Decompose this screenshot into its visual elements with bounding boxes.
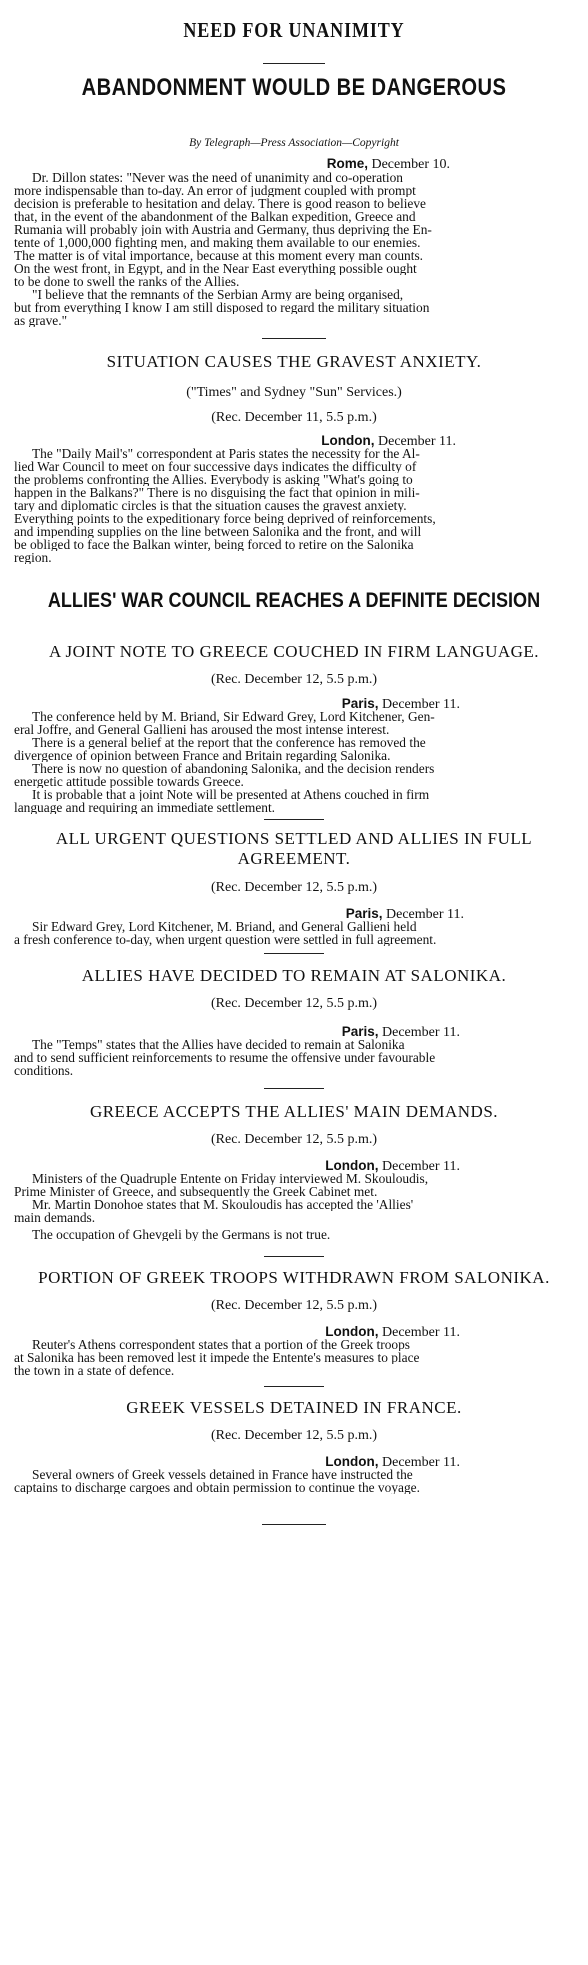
text-line: as grave." [14, 314, 68, 327]
text-line: The conference held by M. Briand, Sir Edward Grey, Lord Kitchener, Gen- [32, 710, 435, 723]
text-line: tente of 1,000,000 fighting men, and making them available to our enemies. [14, 236, 421, 249]
divider [262, 1524, 326, 1525]
dateline-place: Rome, [326, 156, 368, 171]
section-heading: ALLIES' WAR COUNCIL REACHES A DEFINITE DECISION [47, 588, 541, 612]
text-line: eral Joffre, and General Gallieni has aroused the most intense interest. [14, 723, 390, 736]
text-line: main demands. [14, 1211, 96, 1224]
received-time: (Rec. December 12, 5.5 p.m.) [211, 1132, 377, 1147]
text-line: "I believe that the remnants of the Serbian Army are being organised, [32, 288, 404, 301]
article-heading: A JOINT NOTE TO GREECE COUCHED IN FIRM LANGUAGE. [48, 642, 540, 661]
divider [264, 819, 324, 820]
received-time: (Rec. December 12, 5.5 p.m.) [211, 880, 377, 895]
text-line: The "Temps" states that the Allies have decided to remain at Salonika [32, 1038, 405, 1051]
dateline-date: December 11. [378, 434, 456, 449]
headline: NEED FOR UNANIMITY [183, 18, 405, 42]
divider [262, 338, 326, 339]
article-heading-line: AGREEMENT. [237, 849, 351, 868]
text-line: There is a general belief at the report that the conference has removed the [32, 736, 426, 749]
text-line: Dr. Dillon states: "Never was the need of unanimity and co-operation [32, 171, 404, 184]
text-line: happen in the Balkans?" There is no disguising the fact that opinion in mili- [14, 486, 420, 499]
dateline-place: Paris, [345, 906, 383, 921]
dateline-place: London, [321, 433, 375, 448]
text-line: Several owners of Greek vessels detained in France have instructed the [32, 1468, 413, 1481]
dateline-place: London, [325, 1158, 379, 1173]
dateline-date: December 11. [382, 1455, 460, 1470]
dateline-place: Paris, [341, 1024, 379, 1039]
text-line: energetic attitude possible towards Greece. [14, 775, 244, 788]
received-time: (Rec. December 12, 5.5 p.m.) [211, 1428, 377, 1443]
text-line: Reuter's Athens correspondent states that a portion of the Greek troops [32, 1338, 410, 1351]
received-time: (Rec. December 12, 5.5 p.m.) [211, 1298, 377, 1313]
text-line: Ministers of the Quadruple Entente on Friday interviewed M. Skouloudis, [32, 1172, 429, 1185]
subheadline: ABANDONMENT WOULD BE DANGEROUS [81, 74, 507, 101]
text-line: Prime Minister of Greece, and subsequently the Greek Cabinet met. [14, 1185, 378, 1198]
text-line: and impending supplies on the line between Salonika and the front, and will [14, 525, 422, 538]
text-line: Everything points to the expeditionary force being deprived of reinforcements, [14, 512, 436, 525]
text-line: the problems confronting the Allies. Everybody is asking "What's going to [14, 473, 413, 486]
article-heading: ALLIES HAVE DECIDED TO REMAIN AT SALONIKA. [81, 966, 507, 985]
text-line: captains to discharge cargoes and obtain permission to continue the voyage. [14, 1481, 420, 1494]
text-line: The matter is of vital importance, because at this moment every man counts. [14, 249, 424, 262]
service-credit: ("Times" and Sydney "Sun" Services.) [186, 385, 402, 400]
text-line: language and requiring an immediate settlement. [14, 801, 276, 814]
text-line: and to send sufficient reinforcements to resume the offensive under favourable [14, 1051, 436, 1064]
text-line: a fresh conference to-day, when urgent question were settled in full agreement. [14, 933, 437, 946]
dateline-date: December 11. [382, 1159, 460, 1174]
article-heading: SITUATION CAUSES THE GRAVEST ANXIETY. [106, 352, 482, 371]
text-line: The occupation of Ghevgeli by the Germans is not true. [32, 1228, 331, 1241]
text-line: On the west front, in Egypt, and in the Near East everything possible ought [14, 262, 417, 275]
dateline-date: December 11. [382, 697, 460, 712]
text-line: that, in the event of the abandonment of the Balkan expedition, Greece and [14, 210, 416, 223]
text-line: lied War Council to meet on four successive days indicates the difficulty of [14, 460, 417, 473]
text-line: divergence of opinion between France and Britain regarding Salonika. [14, 749, 391, 762]
text-line: Mr. Martin Donohoe states that M. Skouloudis has accepted the 'Allies' [32, 1198, 414, 1211]
text-line: region. [14, 551, 52, 564]
divider [263, 63, 325, 64]
dateline-place: London, [325, 1454, 379, 1469]
dateline-date: December 11. [382, 1025, 460, 1040]
text-line: the town in a state of defence. [14, 1364, 175, 1377]
divider [264, 1386, 324, 1387]
dateline-place: Paris, [341, 696, 379, 711]
dateline-date: December 11. [386, 907, 464, 922]
text-line: more indispensable than to-day. An error of judgment coupled with prompt [14, 184, 416, 197]
text-line: to be done to swell the ranks of the Allies. [14, 275, 240, 288]
received-time: (Rec. December 12, 5.5 p.m.) [211, 996, 377, 1011]
text-line: conditions. [14, 1064, 74, 1077]
text-line: There is now no question of abandoning Salonika, and the decision renders [32, 762, 435, 775]
text-line: Rumania will probably join with Austria and Germany, thus depriving the En- [14, 223, 432, 236]
text-line: It is probable that a joint Note will be presented at Athens couched in firm [32, 788, 430, 801]
divider [264, 1088, 324, 1089]
article-heading: PORTION OF GREEK TROOPS WITHDRAWN FROM SALONIKA. [38, 1268, 550, 1287]
text-line: Sir Edward Grey, Lord Kitchener, M. Briand, and General Gallieni held [32, 920, 417, 933]
text-line: tary and diplomatic circles is that the situation causes the gravest anxiety. [14, 499, 407, 512]
article-heading: GREECE ACCEPTS THE ALLIES' MAIN DEMANDS. [89, 1102, 499, 1121]
text-line: at Salonika has been removed lest it impede the Entente's measures to place [14, 1351, 420, 1364]
article-heading: GREEK VESSELS DETAINED IN FRANCE. [126, 1398, 462, 1417]
divider [264, 1256, 324, 1257]
text-line: but from everything I know I am still disposed to regard the military situation [14, 301, 430, 314]
text-line: decision is preferable to hesitation and delay. There is good reason to believe [14, 197, 426, 210]
divider [264, 953, 324, 954]
dateline-date: December 11. [382, 1325, 460, 1340]
text-line: be obliged to face the Balkan winter, being forced to retire on the Salonika [14, 538, 414, 551]
received-time: (Rec. December 12, 5.5 p.m.) [211, 672, 377, 687]
article-heading-line: ALL URGENT QUESTIONS SETTLED AND ALLIES IN FULL [55, 829, 533, 848]
dateline-date: December 10. [371, 157, 450, 172]
text-line: The "Daily Mail's" correspondent at Paris states the necessity for the Al- [32, 447, 420, 460]
received-time: (Rec. December 11, 5.5 p.m.) [211, 410, 377, 425]
dateline-place: London, [325, 1324, 379, 1339]
byline: By Telegraph—Press Association—Copyright [189, 137, 399, 149]
